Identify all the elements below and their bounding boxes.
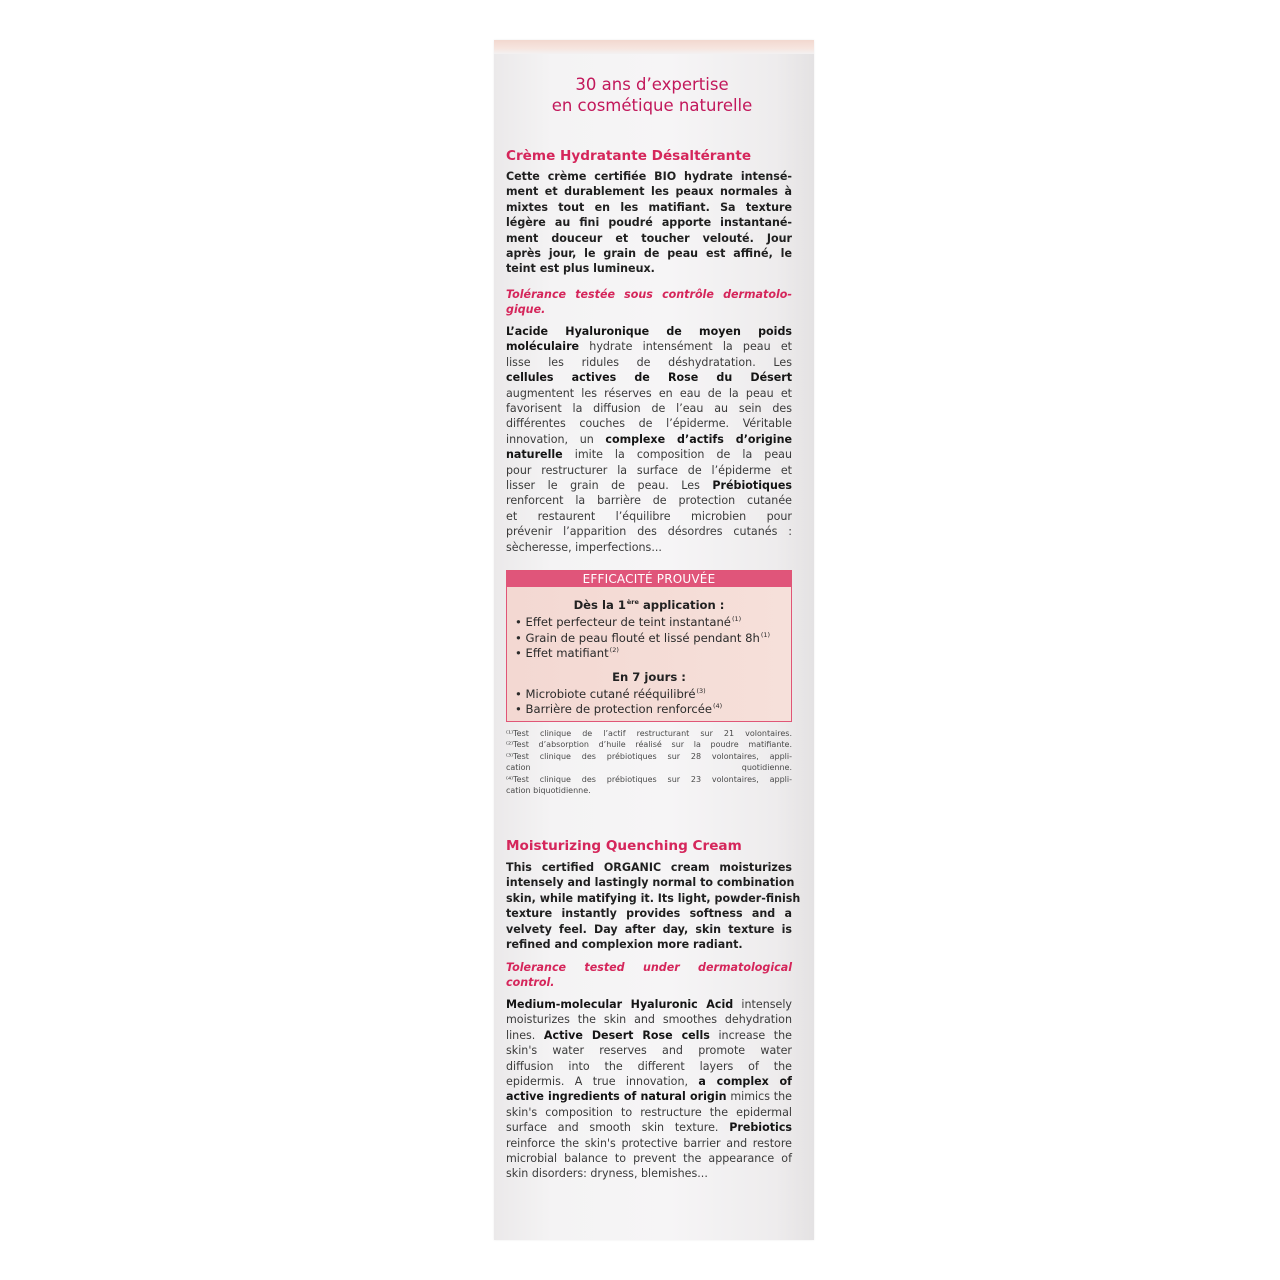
- footnote-line: cation biquotidienne.: [506, 786, 591, 796]
- bold-text: naturelle: [506, 448, 563, 462]
- plain-text: innovation, un: [506, 432, 606, 446]
- text-line: [506, 540, 792, 555]
- bold-text: L’acide Hyaluronique de moyen poids: [506, 325, 792, 338]
- bold-text: Medium-molecular Hyaluronic Acid: [506, 998, 734, 1011]
- plain-text: lisser le grain de peau. Les: [506, 479, 713, 493]
- plain-text: reinforce the skin's protective barrier and restore: [506, 1136, 792, 1150]
- efficacy-item: • Effet matifiant$^{(2)}$: [515, 646, 619, 660]
- plain-text: sècheresse, imperfections...: [506, 540, 662, 554]
- plain-text: skin's water reserves and promote water: [506, 1044, 792, 1058]
- text-line: légère au fini poudré apporte instantané-: [506, 216, 792, 230]
- bold-text: Active Desert Rose cells: [543, 1028, 710, 1042]
- en-product-title: Moisturizing Quenching Cream: [506, 838, 742, 854]
- footnote-line: ⁽³⁾Test clinique des prébiotiques sur 28 volontaires, appli-: [506, 751, 792, 761]
- text-line: [506, 370, 792, 385]
- en-tolerance-note: [506, 960, 792, 991]
- product-box-back: [494, 40, 814, 1240]
- plain-text: moisturizes the skin and smoothes dehydration: [506, 1013, 792, 1027]
- plain-text: microbial balance to prevent the appearance of: [506, 1152, 792, 1166]
- efficacy-item: • Grain de peau flouté et lissé pendant $8h^{(1)}$: [515, 631, 771, 645]
- text-line: skin, while matifying it. Its light, powder-finish: [506, 891, 801, 905]
- text-line: [506, 493, 792, 508]
- text-line: [506, 416, 792, 431]
- text-line: [506, 1136, 792, 1151]
- text-line: [506, 1166, 792, 1181]
- fr-tolerance-note: [506, 287, 792, 318]
- text-line: [506, 447, 792, 462]
- text-line: [506, 1028, 792, 1043]
- text-line: intensely and lastingly normal to combination: [506, 876, 795, 890]
- text-line: [506, 478, 792, 493]
- bold-text: Prebiotics: [729, 1121, 792, 1135]
- tagline-line: en cosmétique naturelle: [551, 96, 753, 115]
- plain-text: lisse les ridules de déshydratation. Les: [506, 355, 792, 369]
- plain-text: et restaurent l’équilibre microbien pour: [506, 509, 792, 523]
- plain-text: increase the: [709, 1028, 792, 1042]
- plain-text: pour restructurer la surface de l’épiderme et: [506, 463, 792, 477]
- fr-product-title: Crème Hydratante Désaltérante: [506, 148, 752, 164]
- text-line: [506, 1089, 792, 1104]
- footnote-line: ⁽¹⁾Test clinique de l’actif restructurant sur 21 volontaires.: [506, 729, 792, 738]
- bold-text: complexe d’actifs d’origine: [605, 432, 792, 446]
- plain-text: skin disorders: dryness, blemishes...: [506, 1167, 708, 1181]
- plain-text: lines.: [506, 1028, 544, 1042]
- plain-text: surface and smooth skin texture.: [506, 1121, 730, 1135]
- text-line: [506, 1120, 792, 1135]
- plain-text: prévenir l’apparition des désordres cutanés :: [506, 525, 792, 539]
- text-line: teint est plus lumineux.: [506, 262, 655, 276]
- text-line: [506, 432, 792, 447]
- text-line: Tolerance tested under dermatological: [506, 961, 792, 974]
- text-line: refined and complexion more radiant.: [506, 938, 743, 952]
- plain-text: favorisent la diffusion de l’eau au sein des: [506, 402, 792, 416]
- plain-text: augmentent les réserves en eau de la peau et: [506, 386, 792, 400]
- text-line: [506, 1012, 792, 1027]
- bold-text: moléculaire: [506, 340, 580, 354]
- plain-text: mimics the: [726, 1090, 792, 1104]
- efficacy-subtitle-seven-days: En 7 jours :: [612, 670, 686, 684]
- text-line: [506, 355, 792, 370]
- bold-text: a complex of: [698, 1075, 792, 1089]
- text-line: gique.: [506, 303, 546, 317]
- efficacy-item: • Microbiote cutané rééquilibré$^{(3)}$: [515, 687, 706, 701]
- text-line: texture instantly provides softness and a: [506, 907, 792, 921]
- text-line: [506, 524, 792, 539]
- text-line: [506, 1151, 792, 1166]
- footnote-line: cation quotidienne.: [506, 763, 792, 773]
- text-line: [506, 339, 792, 354]
- plain-text: epidermis. A true innovation,: [506, 1075, 699, 1089]
- efficacy-subtitle-first-application: Dès la 1ère application :: [573, 598, 725, 612]
- text-line: This certified ORGANIC cream moisturizes: [506, 861, 792, 874]
- bold-text: cellules actives de Rose du Désert: [506, 371, 792, 385]
- plain-text: renforcent la barrière de protection cutanée: [506, 494, 792, 508]
- footnote-line: ⁽²⁾Test d’absorption d’huile réalisé sur la poudre matifiante.: [506, 740, 792, 750]
- text-line: [506, 401, 792, 416]
- efficacy-item: • Barrière de protection renforcée$^{(4)}$: [515, 702, 723, 716]
- text-line: ment et durablement les peaux normales à: [506, 185, 792, 199]
- text-line: [506, 509, 792, 524]
- tagline-line: 30 ans d’expertise: [575, 75, 729, 94]
- plain-text: diffusion into the different layers of the: [506, 1059, 792, 1073]
- text-line: velvety feel. Day after day, skin texture is: [506, 922, 792, 936]
- text-line: mixtes tout en les matifiant. Sa texture: [506, 200, 792, 214]
- text-line: Cette crème certifiée BIO hydrate intensé-: [506, 170, 792, 183]
- brand-tagline: [506, 74, 798, 116]
- box-top-flap: [494, 40, 814, 54]
- footnotes: [506, 728, 792, 796]
- text-line: [506, 1074, 792, 1089]
- plain-text: imite la composition de la peau: [562, 448, 792, 462]
- en-body-paragraph: [506, 997, 792, 1182]
- plain-text: différentes couches de l’épiderme. Véritable: [506, 417, 792, 431]
- text-line: [506, 1059, 792, 1074]
- text-line: [506, 463, 792, 478]
- bold-text: active ingredients of natural origin: [506, 1090, 727, 1104]
- plain-text: hydrate intensément la peau et: [579, 340, 792, 354]
- efficacy-header: EFFICACITÉ PROUVÉE: [507, 571, 791, 587]
- plain-text: skin's composition to restructure the epidermal: [506, 1105, 792, 1119]
- fr-intro-paragraph: [506, 169, 792, 277]
- en-intro-paragraph: [506, 860, 801, 952]
- efficacy-item: • Effet perfecteur de teint instantané$^{(1)}$: [515, 615, 742, 629]
- text-line: [506, 1043, 792, 1058]
- plain-text: intensely: [733, 998, 792, 1011]
- bold-text: Prébiotiques: [712, 479, 792, 493]
- footnote-line: ⁽⁴⁾Test clinique des prébiotiques sur 23 volontaires, appli-: [506, 774, 792, 784]
- text-line: [506, 324, 792, 339]
- text-line: Tolérance testée sous contrôle dermatolo-: [506, 288, 792, 301]
- text-line: control.: [506, 976, 555, 990]
- efficacy-panel: [506, 570, 792, 722]
- text-line: après jour, le grain de peau est affiné, le: [506, 247, 792, 261]
- fr-body-paragraph: [506, 324, 792, 555]
- text-line: ment douceur et toucher velouté. Jour: [506, 231, 792, 245]
- text-line: [506, 1105, 792, 1120]
- text-line: [506, 997, 792, 1012]
- text-line: [506, 386, 792, 401]
